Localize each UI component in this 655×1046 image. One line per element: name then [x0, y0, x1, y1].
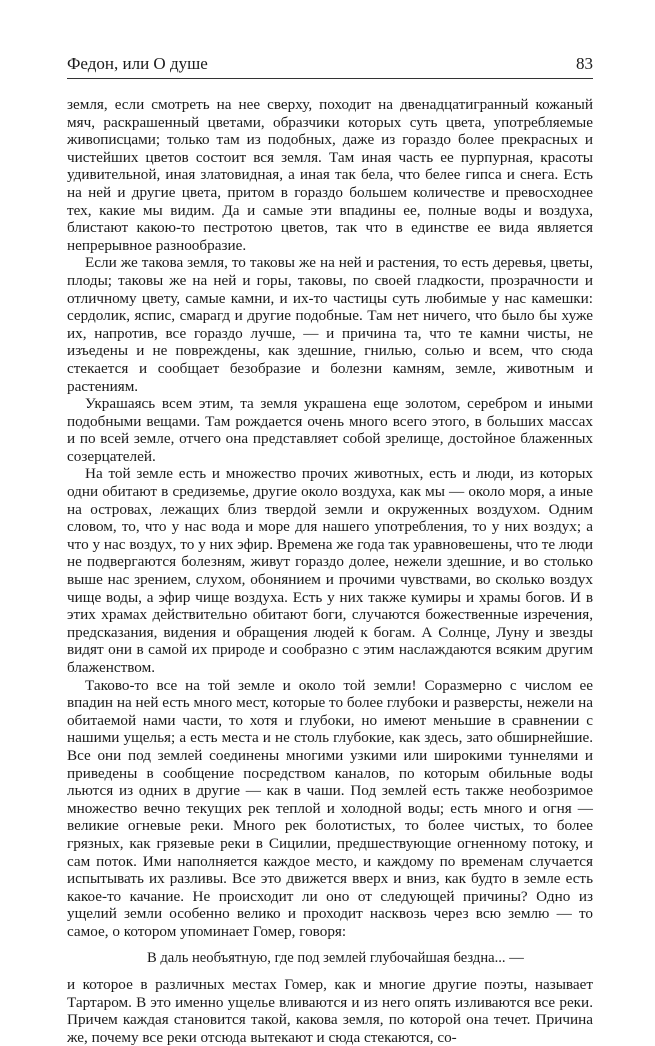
page-body — [67, 96, 593, 1046]
paragraph: На той земле есть и множество прочих животных, есть и люди, из которых одни обитают в средиземье, другие около воздуха, как мы — около моря, а иные на островах, лежащих близ твердой земли и окруженных воздухом. Одним словом, то, что у нас вода и море для нашего употребления, то у них воздух; а что у нас воздух, то у них эфир. Времена же года так уравновешены, что те люди не подвергаются болезням, живут гораздо долее, нежели здешние, и во столько выше нас зрением, слухом, обонянием и прочими чувствами, во сколько воздух чище воды, а эфир чище воздуха. Есть у них также кумиры и храмы богов. И в этих храмах действительно обитают боги, случаются божественные изречения, предсказания, видения и обращения людей к богам. А Солнце, Луну и звезды видят они в самой их природе и сообразно с этим наслаждаются всяким другим блаженством. — [67, 465, 593, 676]
paragraph: Таково-то все на той земле и около той земли! Соразмерно с числом ее впадин на ней есть много мест, которые то более глубоки и разверсты, нежели на обитаемой нами части, то хотя и глубоки, но имеют меньшие в сравнении с нашими ущелья; а есть места и не столь глубокие, как здесь, зато обширнейшие. Все они под землей соединены многими узкими или широкими туннелями и приведены в сообщение посредством каналов, по которым обильные воды льются из одних в другие — как в чаши. Под землей есть также необозримое множество вечно текущих рек теплой и холодной воды; есть много и огня — великие огневые реки. Много рек болотистых, то более чистых, то более грязных, как грязевые реки в Сицилии, предшествующие огненному потоку, и сам поток. Ими наполняется каждое место, и каждому по временам случается испытывать их разливы. Все это движется вверх и вниз, как будто в земле есть какое-то качание. Не происходит ли оно от следующей причины? Одно из ущелий земли особенно велико и проходит насквозь через всю землю — то самое, о котором упоминает Гомер, говоря: — [67, 676, 593, 940]
running-title: Федон, или О душе — [67, 54, 208, 73]
verse-quote: В даль необъятную, где под землей глубочайшая бездна... — — [147, 949, 524, 966]
paragraph: Если же такова земля, то таковы же на ней и растения, то есть деревья, цветы, плоды; таковы же на ней и горы, таковы, по своей гладкости, прозрачности и отличному цвету, самые камни, и их-то частицы суть любимые у нас камешки: сердолик, яспис, смарагд и другие подобные. Там нет ничего, что было бы хуже их, напротив, все гораздо лучше, — и причина та, что те камни чисты, не изъедены и не повреждены, как здешние, гнилью, солью и всем, что сюда стекается и сообщает безобразие и болезни камням, земле, животным и растениям. — [67, 254, 593, 395]
paragraph: земля, если смотреть на нее сверху, походит на двенадцатигранный кожаный мяч, раскрашенный цветами, образчики которых суть цвета, употребляемые живописцами; только там из подобных, даже из гораздо более прекрасных и чистейших цветов состоит вся земля. Там иная часть ее пурпурная, красоты удивительной, иная златовидная, а иная так бела, что белее гипса и снега. Есть на ней и другие цвета, притом в гораздо большем количестве и превосходнее тех, какие мы видим. Да и самые эти впадины ее, полные воды и воздуха, блистают какою-то пестротою цветов, так что в единстве ее вида является непрерывное разнообразие. — [67, 96, 593, 254]
paragraph-continuation: и которое в различных местах Гомер, как и многие другие поэты, называет Тартаром. В это именно ущелье вливаются и из него опять изливаются все реки. Причем каждая становится такой, какова земля, по которой она течет. Причина же, почему все реки отсюда вытекают и сюда стекаются, со- — [67, 976, 593, 1046]
paragraph: Украшаясь всем этим, та земля украшена еще золотом, серебром и иными подобными вещами. Там рождается очень много всего этого, в больших массах и по всей земле, отчего она представляет собой зрелище, достойное блаженных созерцателей. — [67, 395, 593, 465]
running-header — [67, 44, 593, 79]
page-number: 83 — [576, 54, 593, 73]
